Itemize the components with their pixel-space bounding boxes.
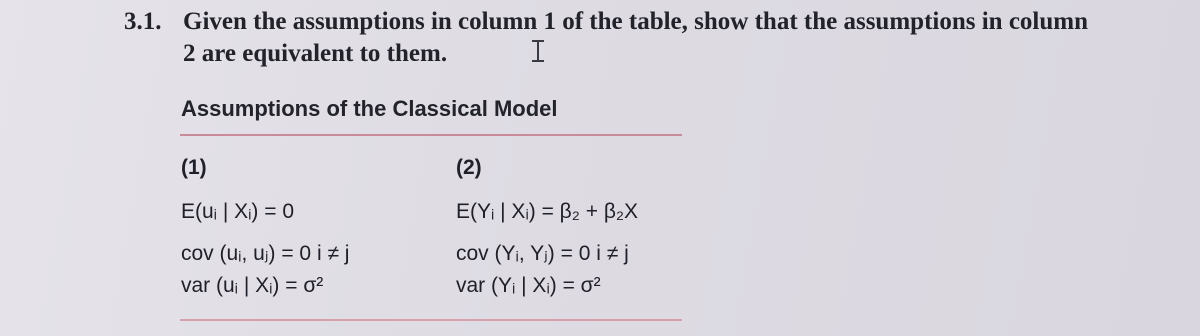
column-2-row-1: E(Yᵢ | Xᵢ) = β₂ + β₂X	[456, 200, 639, 223]
table-bottom-rule	[180, 319, 682, 321]
column-1-row-3: var (uᵢ | Xᵢ) = σ²	[181, 274, 324, 297]
problem-number: 3.1.	[124, 8, 162, 35]
column-1-row-2: cov (uᵢ, uⱼ) = 0 i ≠ j	[181, 242, 350, 265]
problem-text-line-2: 2 are equivalent to them.	[183, 40, 448, 67]
problem-text-line-1: Given the assumptions in column 1 of the table, show that the assumptions in column	[183, 8, 1088, 35]
column-2-header: (2)	[456, 156, 482, 179]
table-title: Assumptions of the Classical Model	[181, 96, 558, 121]
column-1-row-1: E(uᵢ | Xᵢ) = 0	[181, 200, 295, 223]
column-1-header: (1)	[181, 156, 207, 179]
column-2-row-3: var (Yᵢ | Xᵢ) = σ²	[456, 274, 601, 297]
text-cursor-icon	[531, 38, 545, 64]
column-2-row-2: cov (Yᵢ, Yⱼ) = 0 i ≠ j	[456, 242, 629, 265]
table-top-rule	[180, 134, 682, 136]
